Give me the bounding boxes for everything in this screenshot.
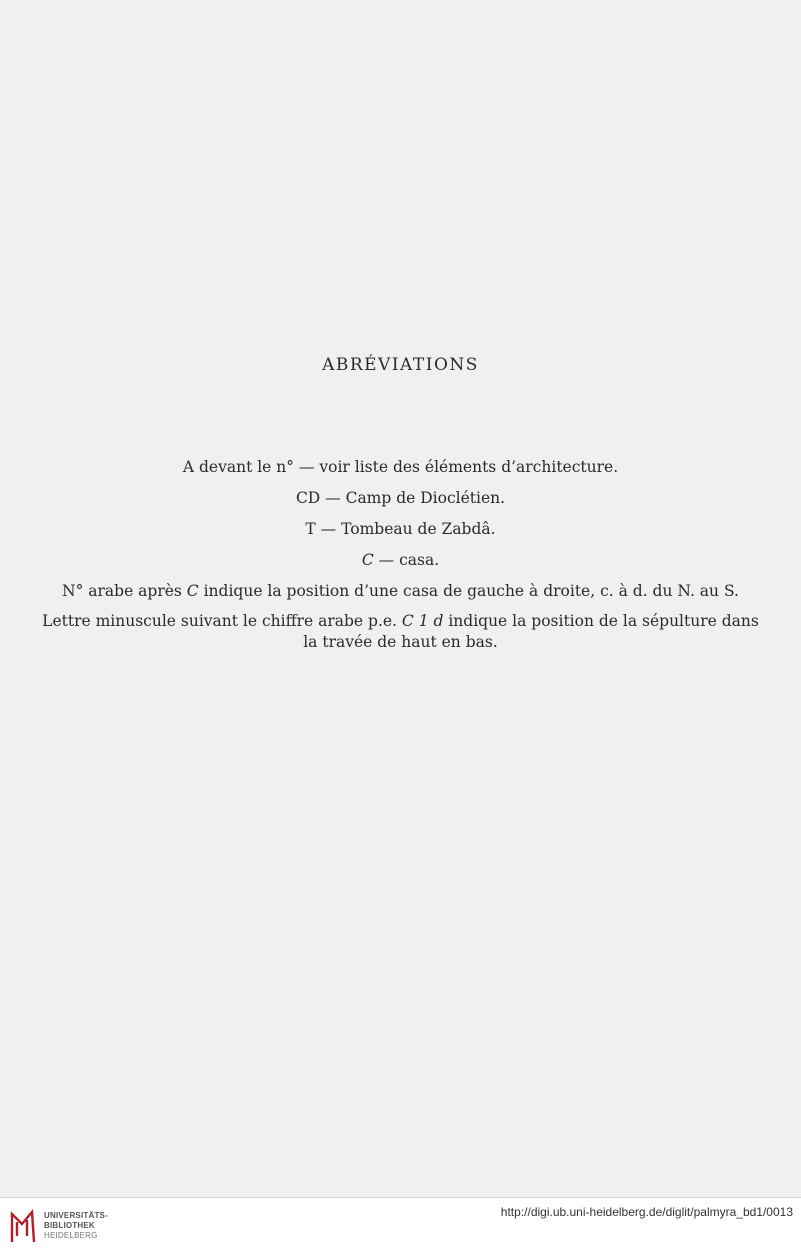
lettre-text-a: Lettre minuscule suivant le chiffre arabe p.e.	[42, 612, 402, 630]
logo-line-1: UNIVERSITÄTS-	[44, 1211, 108, 1220]
source-url-link[interactable]: http://digi.ub.uni-heidelberg.de/diglit/palmyra_bd1/0013	[500, 1205, 793, 1219]
library-logo-text	[44, 1211, 108, 1241]
library-logo-icon	[8, 1206, 38, 1246]
numero-text-a: N° arabe après	[62, 582, 187, 600]
logo-line-2: BIBLIOTHEK	[44, 1221, 95, 1230]
abbrev-line-c	[0, 551, 801, 569]
lettre-code: C 1 d	[401, 612, 444, 630]
abbrev-c-text: — casa.	[373, 551, 440, 569]
numero-text-b: indique la position d’une casa de gauche à droite, c. à d. du N. au S.	[198, 582, 739, 600]
page-title: ABRÉVIATIONS	[322, 355, 479, 375]
abbrev-line-lettre-cont: la travée de haut en bas.	[303, 633, 498, 651]
numero-letter-c: C	[186, 582, 199, 600]
footer-bar	[0, 1197, 801, 1255]
abbrev-line-t: T — Tombeau de Zabdâ.	[305, 520, 496, 538]
abbrev-line-a: A devant le n° — voir liste des éléments d’architecture.	[182, 458, 619, 476]
abbrev-line-lettre	[0, 612, 801, 630]
abbrev-letter-c: C	[361, 551, 374, 569]
abbrev-line-numero	[0, 582, 801, 600]
logo-line-3: HEIDELBERG	[44, 1231, 98, 1240]
abbrev-line-cd: CD — Camp de Dioclétien.	[295, 489, 506, 507]
lettre-text-b: indique la position de la sépulture dans	[443, 612, 759, 630]
